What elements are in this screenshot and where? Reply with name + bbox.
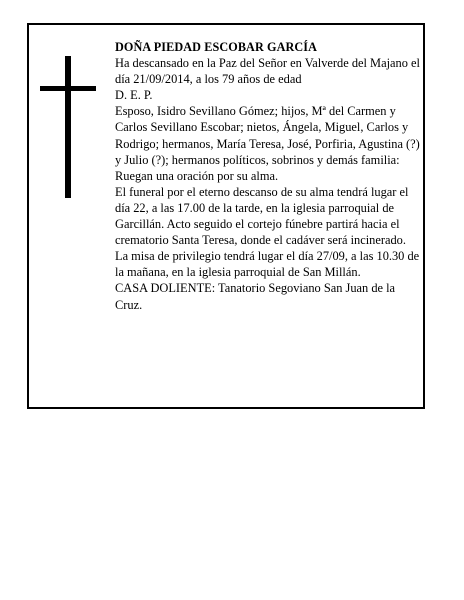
mourning-house: CASA DOLIENTE: Tanatorio Segoviano San Juan de la Cruz. [115,281,396,312]
death-statement: Ha descansado en la Paz del Señor en Valverde del Majano el día 21/09/2014, a los 79 años de edad [115,56,420,87]
cross-horizontal-bar [40,86,96,91]
obituary-notice [27,23,425,409]
funeral-details: El funeral por el eterno descanso de su alma tendrá lugar el día 22, a las 17.00 de la tarde, en la iglesia parroquial de Garcillán. Acto seguido el cortejo fúnebre partirá hacia el crematorio Santa Teresa, donde el cadáver será incinerado. La misa de privilegio tendrá lugar el día 27/09, a las 10.30 de la mañana, en la iglesia parroquial de San Millán. [115,184,420,280]
cross-vertical-bar [65,56,71,198]
family-list: Esposo, Isidro Sevillano Gómez; hijos, Mª del Carmen y Carlos Sevillano Escobar; nietos, Ángela, Miguel, Carlos y Rodrigo; hermanos, María Teresa, José, Porfiria, Agustina (?) y Julio (?); hermanos políticos, sobrinos y demás familia: [115,104,420,167]
deceased-name: DOÑA PIEDAD ESCOBAR GARCÍA [115,40,318,54]
obituary-text [115,39,421,313]
prayer-request: Ruegan una oración por su alma. [115,168,279,183]
rest-in-peace: D. E. P. [115,88,153,103]
cross-icon [40,56,96,198]
